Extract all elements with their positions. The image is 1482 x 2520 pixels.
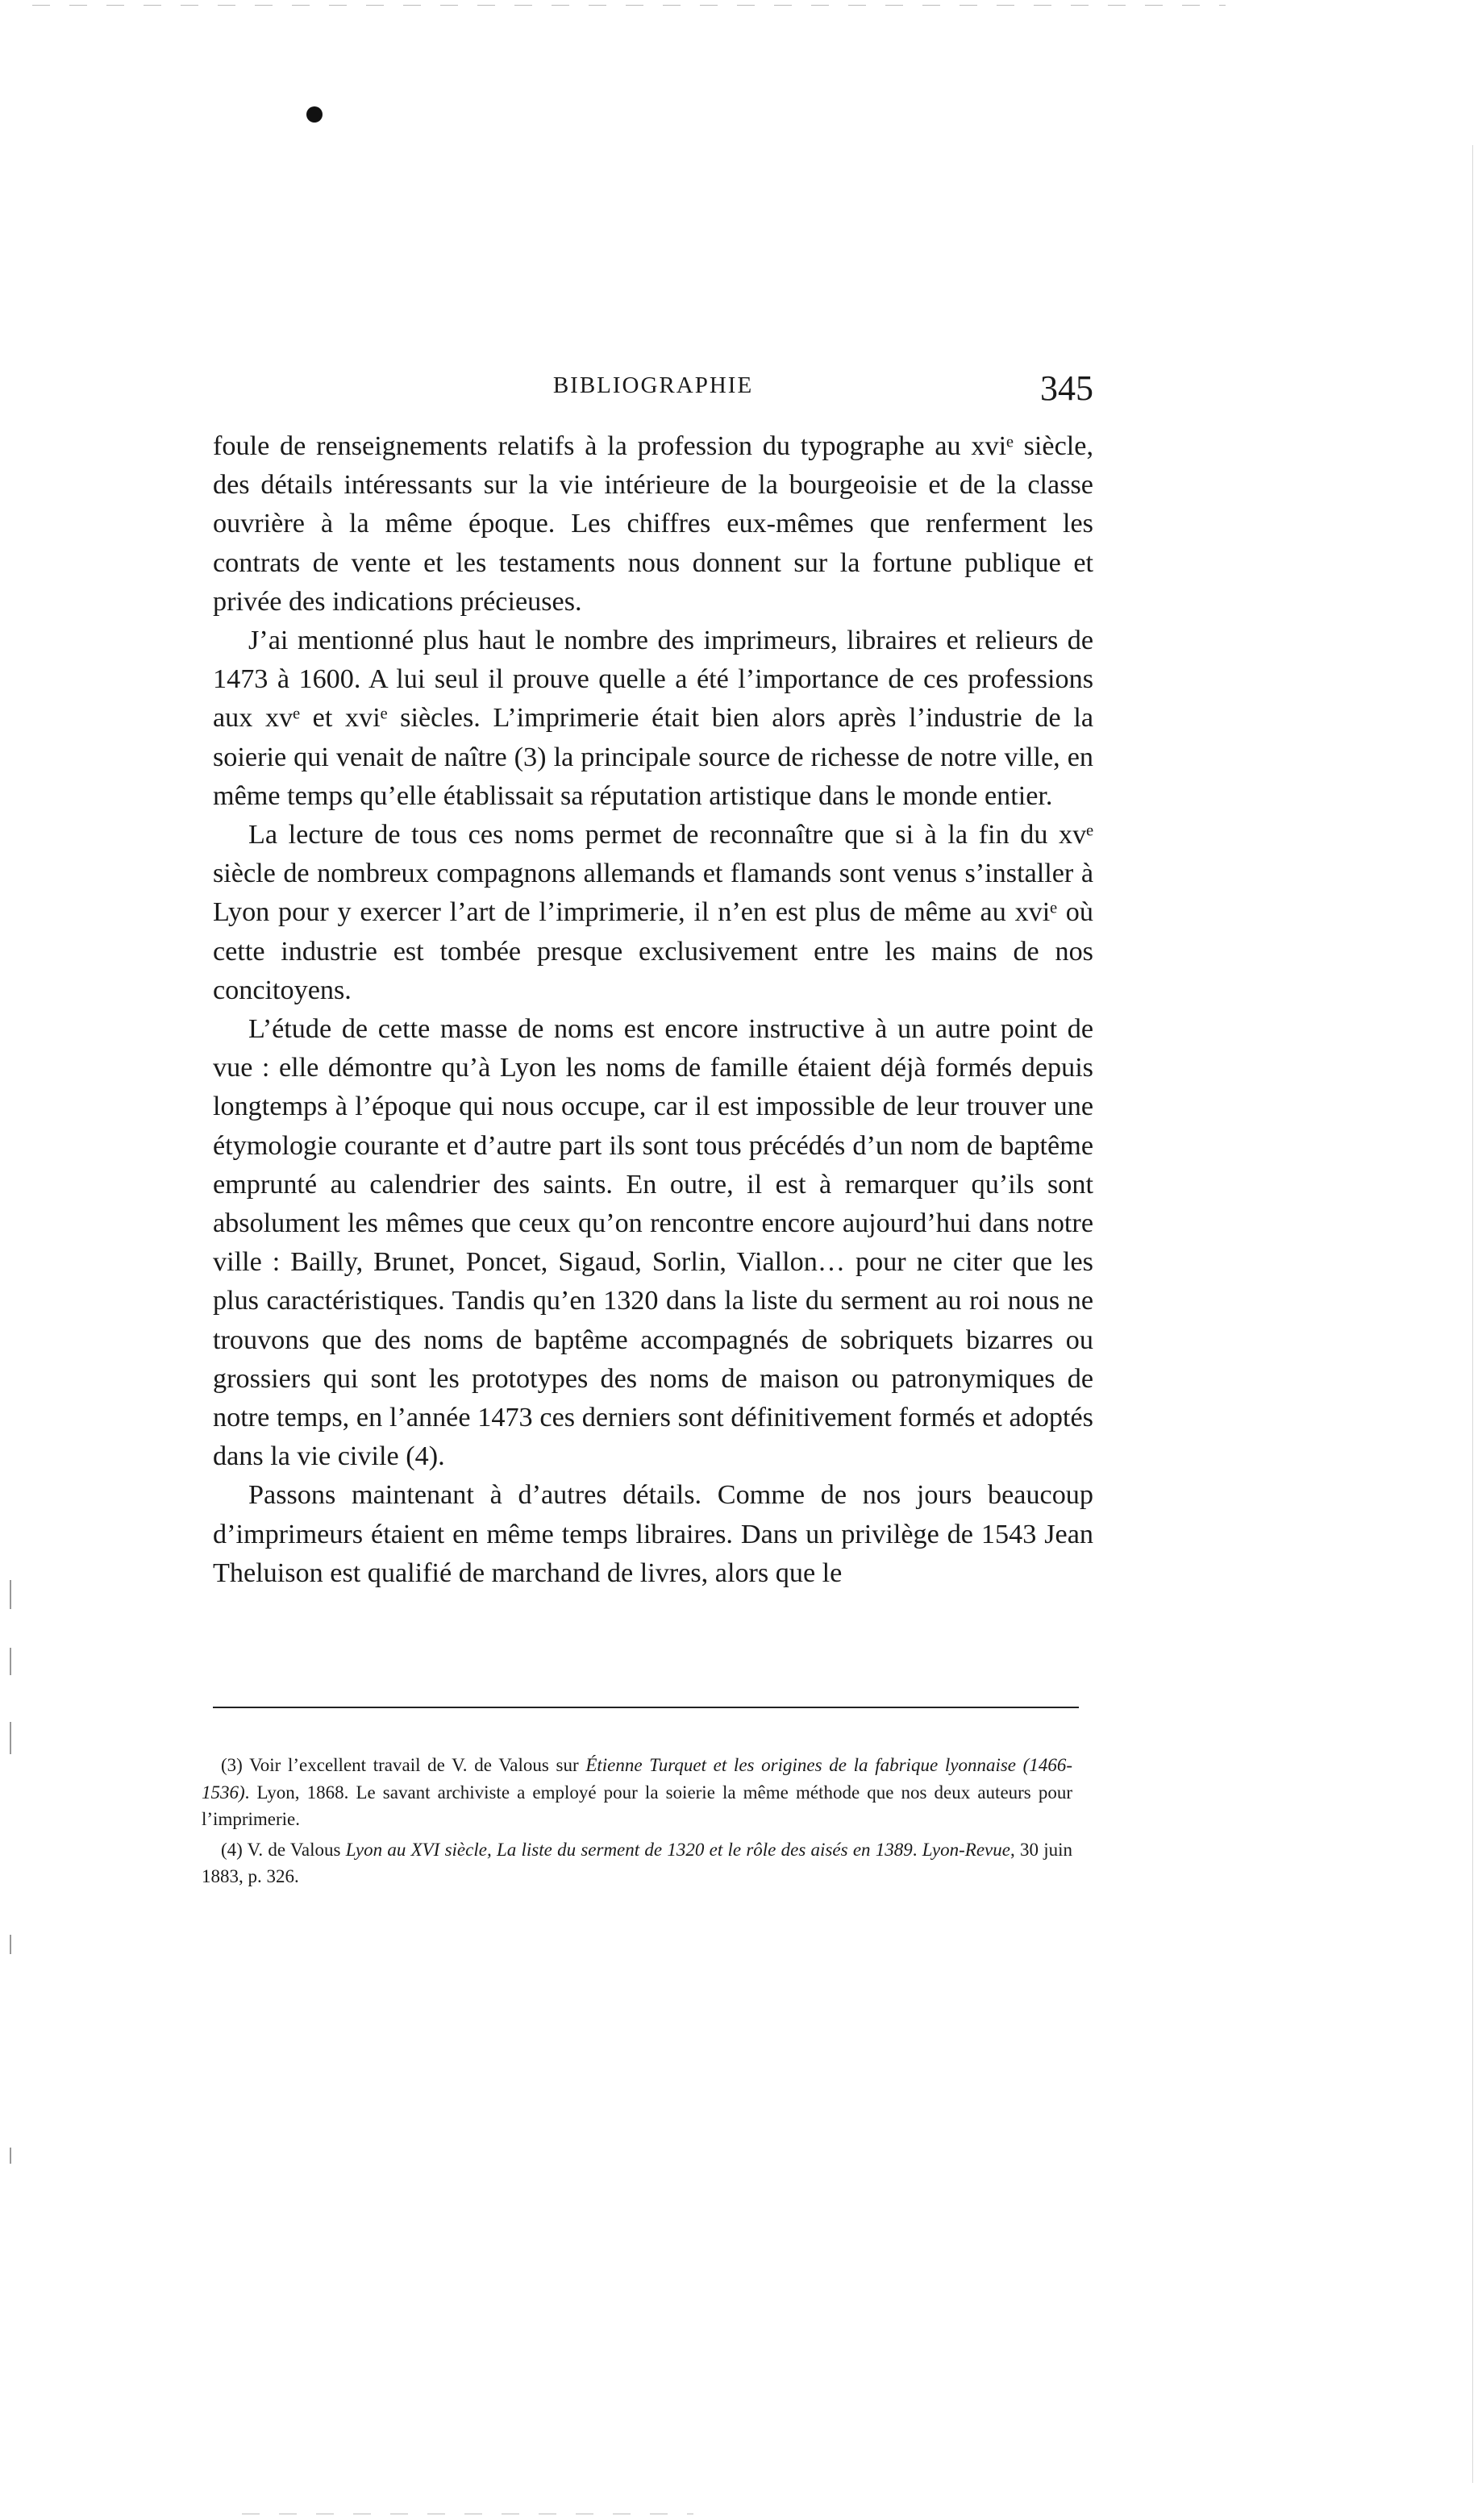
paragraph: Passons maintenant à d’autres détails. Comme de nos jours beaucoup d’imprimeurs étaient en même temps libraires. Dans un privilège de 1543 Jean Theluison est qualifié de marchand de livres, alors que le bbox=[213, 1480, 1093, 1588]
margin-mark bbox=[10, 1722, 11, 1754]
paragraph: J’ai mentionné plus haut le nombre des imprimeurs, libraires et relieurs de 1473 à 1600. A lui seul il prouve quelle a été l’importance de ces professions aux xvᵉ et xviᵉ siècles. L’imprimerie était bien alors après l’industrie de la soierie qui venait de naître (3) la principale source de richesse de notre ville, en même temps qu’elle établissait sa réputation artistique dans le monde entier. bbox=[213, 626, 1093, 811]
margin-mark bbox=[10, 1648, 11, 1675]
ink-spot bbox=[306, 106, 323, 123]
footnote-text: , 30 juin 1883, p. 326. bbox=[202, 1839, 1072, 1886]
footnote-text: . Lyon, 1868. Le savant archiviste a employé pour la soierie la même méthode que nos deux auteurs pour l’imprimerie. bbox=[202, 1782, 1072, 1829]
footnote bbox=[202, 1836, 1072, 1890]
page-header bbox=[213, 368, 1093, 424]
footnotes bbox=[202, 1752, 1072, 1894]
page-number: 345 bbox=[1040, 368, 1093, 408]
footnote bbox=[202, 1752, 1072, 1833]
paragraph: La lecture de tous ces noms permet de reconnaître que si à la fin du xvᵉ siècle de nombreux compagnons allemands et flamands sont venus s’installer à Lyon pour y exercer l’art de l’imprimerie, il n’en est plus de même au xviᵉ où cette industrie est tombée presque exclusivement entre les mains de nos concitoyens. bbox=[213, 820, 1093, 1005]
page-edge-shadow bbox=[1472, 145, 1473, 2483]
footnote-marker: (3) bbox=[221, 1755, 243, 1775]
margin-mark bbox=[10, 1580, 11, 1609]
paragraph: foule de renseignements relatifs à la profession du typographe au xviᵉ siècle, des détails intéressants sur la vie intérieure de la bourgeoisie et de la classe ouvrière à la même époque. Les chiffres eux-mêmes que renferment les contrats de vente et les testaments nous donnent sur la fortune publique et privée des indications précieuses. bbox=[213, 431, 1093, 617]
scan-edge-top bbox=[32, 5, 1226, 6]
footnote-text: V. de Valous bbox=[247, 1839, 346, 1860]
footnote-journal: Lyon-Revue bbox=[922, 1839, 1010, 1860]
body-text bbox=[213, 427, 1093, 1593]
footnote-text: . bbox=[912, 1839, 922, 1860]
paragraph: L’étude de cette masse de noms est encore instructive à un autre point de vue : elle démontre qu’à Lyon les noms de famille étaient déjà formés depuis longtemps à l’époque qui nous occupe, car il est impossible de leur trouver une étymologie courante et d’autre part ils sont tous précédés d’un nom de baptême emprunté au calendrier des saints. En outre, il est à remarquer qu’ils sont absolument les mêmes que ceux qu’on rencontre encore aujourd’hui dans notre ville : Bailly, Brunet, Poncet, Sigaud, Sorlin, Viallon… pour ne citer que les plus caractéristiques. Tandis qu’en 1320 dans la liste du serment au roi nous ne trouvons que des noms de baptême accompagnés de sobriquets bizarres ou grossiers qui sont les prototypes des noms de maison ou patronymiques de notre temps, en l’année 1473 ces derniers sont définitivement formés et adoptés dans la vie civile (4). bbox=[213, 1014, 1093, 1472]
margin-mark bbox=[10, 2148, 11, 2164]
footnote-separator bbox=[213, 1707, 1079, 1708]
running-title: BIBLIOGRAPHIE bbox=[552, 372, 754, 398]
footnote-marker: (4) bbox=[221, 1839, 243, 1860]
footnote-work-title: Étienne Turquet et les origines de la fabrique lyonnaise (1466-1536) bbox=[202, 1755, 1072, 1803]
footnote-work-title: Lyon au XVI siècle, La liste du serment de 1320 et le rôle des aisés en 1389 bbox=[345, 1839, 913, 1860]
footnote-text: Voir l’excellent travail de V. de Valous sur bbox=[249, 1755, 586, 1775]
margin-mark bbox=[10, 1935, 11, 1954]
